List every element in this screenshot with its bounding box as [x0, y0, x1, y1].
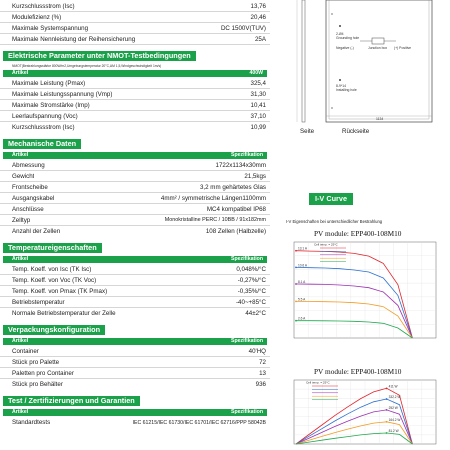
table-row: Leerlaufspannung (Voc) 37,10: [0, 111, 270, 122]
data-point: [386, 432, 388, 434]
data-point: [295, 283, 297, 285]
legend-title: Cell temp. = 25°C: [306, 380, 330, 385]
table-row: Kurzschlussstrom (Isc) 10,99: [12, 124, 266, 131]
data-label: 81.2 W: [388, 429, 399, 434]
installing-hole-label: 8-9*14 Installing hole: [336, 84, 357, 92]
table-row: Paletten pro Container 13: [0, 368, 270, 379]
positive-label: (+) Positive: [394, 46, 412, 50]
nmot-section-title: Elektrische Parameter unter NMOT-Testbedingungen: [3, 51, 196, 61]
iv-chart: [284, 238, 442, 349]
top-rows: [0, 0, 270, 45]
data-point: [386, 409, 388, 411]
chart1-title: PV module: EPP400-108M10: [314, 229, 402, 238]
back-caption: Rückseite: [342, 128, 370, 135]
table-row: Temp. Koeff. von Pmax (TK Pmax) -0,35%/°C: [0, 286, 270, 297]
data-label: 332.2 W: [388, 395, 401, 400]
module-drawing: [296, 0, 436, 132]
datasheet-right-column: [270, 0, 450, 450]
data-point: [295, 266, 297, 268]
table-row: Maximale Systemspannung DC 1500V(TUV): [0, 23, 270, 34]
legend-title: Cell temp. = 25°C: [314, 242, 338, 247]
data-point: [386, 421, 388, 423]
data-point: [386, 398, 388, 400]
data-label: 411 W: [388, 384, 398, 389]
junction-box-label: Junction box: [368, 46, 388, 50]
table-row: Stück pro Behälter 936: [12, 381, 266, 388]
table-row: Normale Betriebstemperatur der Zelle 44±2°C: [12, 310, 266, 317]
pack-table-header: Artikel Spezifikation: [3, 338, 267, 345]
data-label: 2.6 A: [298, 316, 306, 321]
table-row: Temp. Koeff. von Isc (TK Isc) 0,048%/°C: [0, 264, 270, 275]
table-row: Ausgangskabel 4mm² / symmetrische Längen1100mm: [0, 193, 270, 204]
pack-section-title: Verpackungskonfiguration: [3, 325, 105, 335]
table-row: Anschlüsse MC4 kompatibel IP68: [0, 204, 270, 215]
table-row: Zelltyp Monokristalline PERC / 10BB / 91x182mm: [0, 215, 270, 226]
table-row: Kurzschlussstrom (Isc) 13,76: [0, 1, 270, 12]
data-point: [295, 250, 297, 252]
table-row: Maximale Leistungsspannung (Vmp) 31,30: [0, 89, 270, 100]
iv-subtitle: I-V Eigenschaften bei unterschiedlicher Bestrahlung: [286, 219, 383, 224]
module-outline-diagram: [296, 0, 436, 132]
mech-table-header: Artikel Spezifikation: [3, 152, 267, 159]
side-caption: Seite: [300, 128, 315, 135]
table-row: Maximale Leistung (Pmax) 325,4: [0, 78, 270, 89]
nmot-table-header: Artikel 400W: [3, 70, 267, 77]
pv-chart-svg: [284, 376, 442, 450]
data-point: [386, 387, 388, 389]
iv-chart-svg: [284, 238, 442, 344]
data-label: 13.1 A: [298, 246, 308, 251]
data-label: 252 W: [388, 405, 398, 410]
table-row: Anzahl der Zellen 108 Zellen (Halbzelle): [12, 228, 266, 235]
table-row: Standardtests IEC 61215/IEC 61730/IEC 61701/IEC 62716/PPP 58042B: [12, 419, 266, 426]
negative-label: Negative (-): [336, 46, 354, 50]
pv-chart: [284, 376, 442, 450]
table-row: Modulefizienz (%) 20,46: [0, 12, 270, 23]
grounding-hole-label: 2-Ø4 Grounding hole: [336, 32, 360, 40]
iv-curve-badge: I-V Curve: [309, 193, 353, 205]
mech-section-title: Mechanische Daten: [3, 139, 81, 149]
data-point: [295, 300, 297, 302]
table-row: Stück pro Palette 72: [0, 357, 270, 368]
data-point: [295, 320, 297, 322]
table-row: Temp. Koeff. von Voc (TK Voc) -0,27%/°C: [0, 275, 270, 286]
table-row: Gewicht 21,5kgs: [0, 171, 270, 182]
table-row: Container 40'HQ: [0, 346, 270, 357]
table-row: Frontscheibe 3,2 mm gehärtetes Glas: [0, 182, 270, 193]
temp-section-title: Temperatureigenschaften: [3, 243, 102, 253]
cert-section-title: Test / Zertifizierungen und Garantien: [3, 396, 140, 406]
table-row: Maximale Stromstärke (Imp) 10,41: [0, 100, 270, 111]
temp-table-header: Artikel Spezifikation: [3, 256, 267, 263]
cert-table-header: Artikel Spezifikation: [3, 409, 267, 416]
table-row: Maximale Nennleistung der Reihensicherung 25A: [0, 34, 270, 45]
data-label: 164.2 W: [388, 417, 401, 422]
table-row: Betriebstemperatur -40~+85°C: [0, 297, 270, 308]
chart2-title: PV module: EPP400-108M10: [314, 367, 402, 376]
data-label: 10.6 A: [298, 263, 308, 268]
data-label: 5.5 A: [298, 297, 306, 302]
width-dimension-label: 1134: [376, 117, 384, 121]
nmot-note: NMOT(Bestrahlungsstärke 800W/m2,Umgebungstemperatur 20°C,AM 1,5,Windgeschwindigkeit 1m/s): [12, 64, 162, 68]
table-row: Abmessung 1722x1134x30mm: [0, 160, 270, 171]
data-label: 8.1 A: [298, 280, 306, 285]
